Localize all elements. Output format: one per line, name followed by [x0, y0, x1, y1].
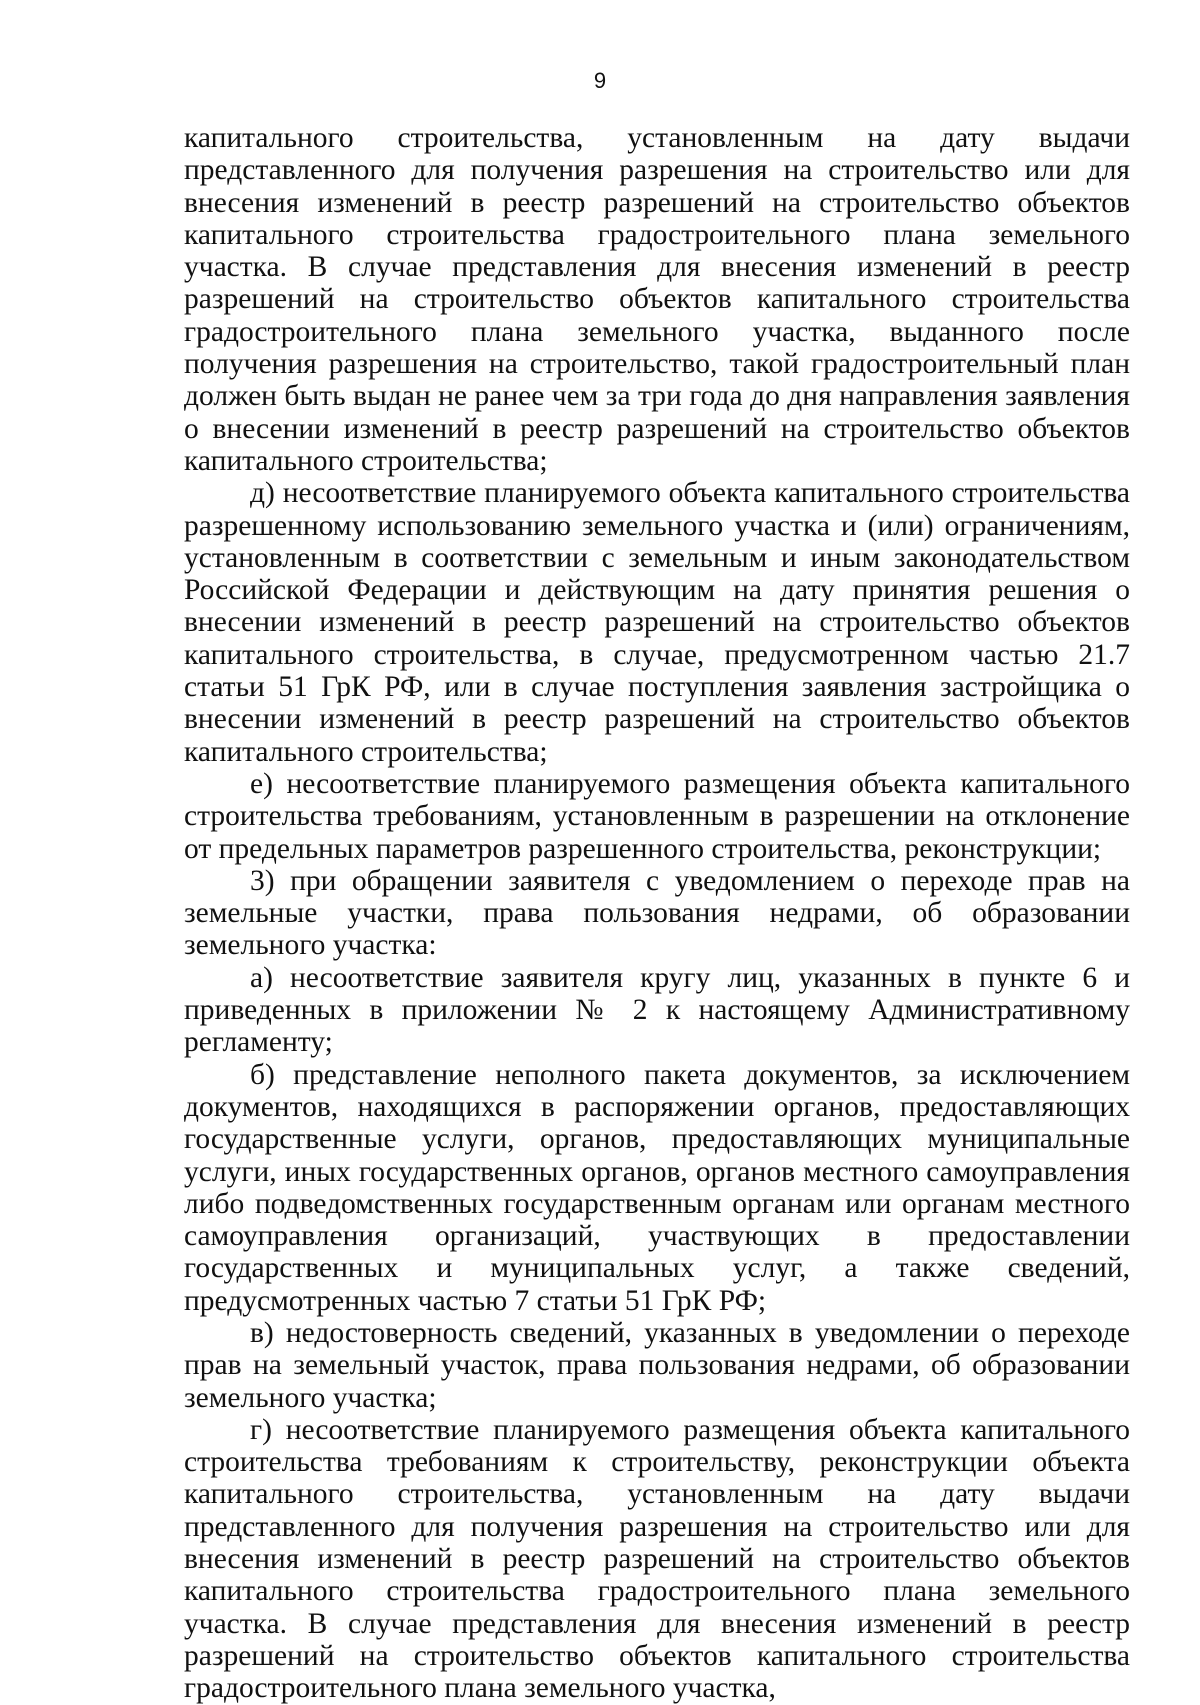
- paragraph-continuation: капитального строительства, установленным на дату выдачи представленного для получения разрешения на строительство или для внесения изменений в реестр разрешений на строительство объектов капитального строительства градостроительного плана земельного участка. В случае представления для внесения изменений в реестр разрешений на строительство объектов капитального строительства градостроительного плана земельного участка, выданного после получения разрешения на строительство, такой градостроительный план должен быть выдан не ранее чем за три года до дня направления заявления о внесении изменений в реестр разрешений на строительство объектов капитального строительства;: [184, 122, 1130, 477]
- document-body: [184, 122, 1130, 1705]
- paragraph-item-v: в) недостоверность сведений, указанных в уведомлении о переходе прав на земельный участок, права пользования недрами, об образовании земельного участка;: [184, 1316, 1130, 1414]
- paragraph-item-g: г) несоответствие планируемого размещения объекта капитального строительства требованиям к строительству, реконструкции объекта капитального строительства, установленным на дату выдачи представленного для получения разрешения на строительство или для внесения изменений в реестр разрешений на строительство объектов капитального строительства градостроительного плана земельного участка. В случае представления для внесения изменений в реестр разрешений на строительство объектов капитального строительства градостроительного плана земельного участка,: [184, 1413, 1130, 1705]
- paragraph-item-e: е) несоответствие планируемого размещения объекта капитального строительства требованиям, установленным в разрешении на отклонение от предельных параметров разрешенного строительства, реконструкции;: [184, 767, 1130, 865]
- paragraph-item-3: 3) при обращении заявителя с уведомлением о переходе прав на земельные участки, права пользования недрами, об образовании земельного участка:: [184, 864, 1130, 962]
- paragraph-item-b: б) представление неполного пакета документов, за исключением документов, находящихся в распоряжении органов, предоставляющих государственные услуги, органов, предоставляющих муниципальные услуги, иных государственных органов, органов местного самоуправления либо подведомственных государственным органам или органам местного самоуправления организаций, участвующих в предоставлении государственных и муниципальных услуг, а также сведений, предусмотренных частью 7 статьи 51 ГрК РФ;: [184, 1058, 1130, 1317]
- page-number: 9: [593, 68, 607, 93]
- paragraph-item-a: а) несоответствие заявителя кругу лиц, указанных в пункте 6 и приведенных в приложении № 2 к настоящему Административному регламенту;: [184, 961, 1130, 1059]
- paragraph-item-d: д) несоответствие планируемого объекта капитального строительства разрешенному использованию земельного участка и (или) ограничениям, установленным в соответствии с земельным и иным законодательством Российской Федерации и действующим на дату принятия решения о внесении изменений в реестр разрешений на строительство объектов капитального строительства, в случае, предусмотренном частью 21.7 статьи 51 ГрК РФ, или в случае поступления заявления застройщика о внесении изменений в реестр разрешений на строительство объектов капитального строительства;: [184, 477, 1130, 768]
